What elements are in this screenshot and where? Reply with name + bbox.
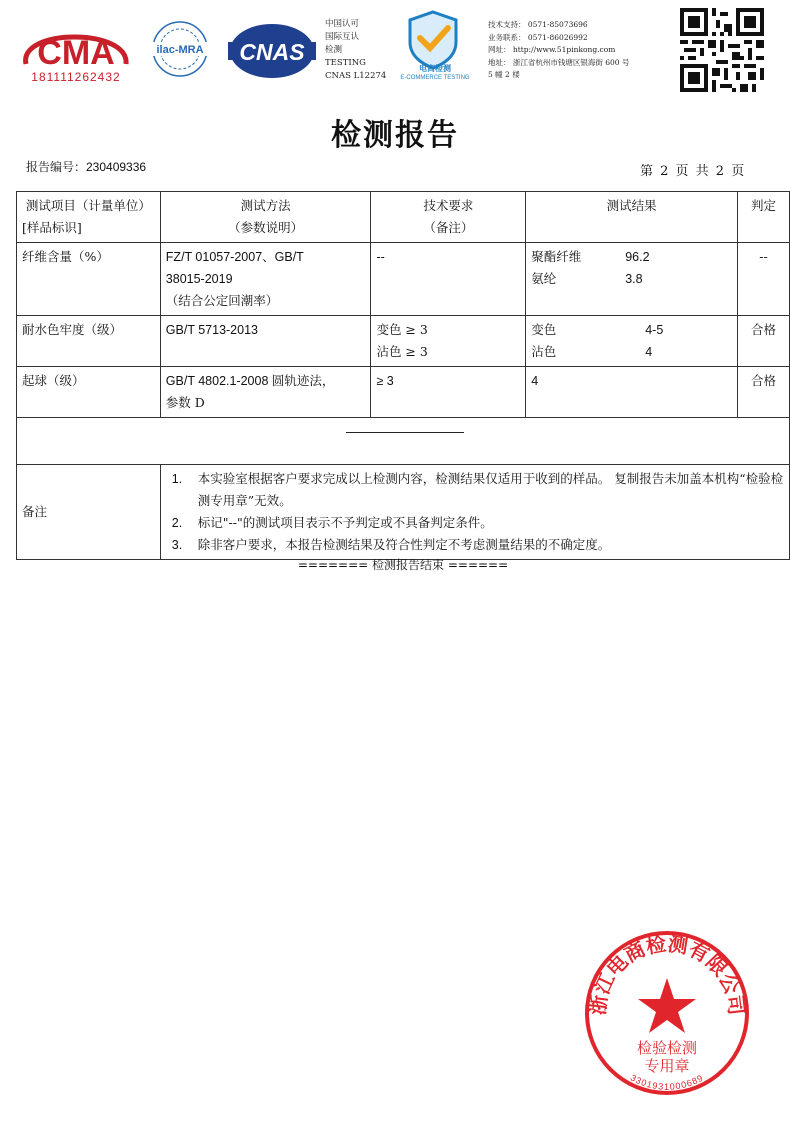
report-end-marker: ======= 检测报告结束 ====== <box>297 558 509 572</box>
contact-line: 地址： 浙江省杭州市钱塘区银海街 600 号 <box>488 57 630 67</box>
accreditation-line: CNAS L12274 <box>325 71 387 81</box>
ilac-logo-text: ilac-MRA <box>156 44 204 56</box>
remarks-label: 备注 <box>17 465 161 560</box>
seal-company-text: 浙江电商检测有限公司 <box>585 931 749 1017</box>
result-value: 96.2 <box>625 250 650 264</box>
header-requirement <box>371 192 526 243</box>
cell-requirement <box>371 316 526 367</box>
requirement-line: 变色 ≥ 3 <box>376 322 428 337</box>
qr-code-icon <box>680 8 764 92</box>
document-title: 检测报告 <box>331 118 459 153</box>
cell-method <box>160 316 371 367</box>
cell-requirement <box>371 367 526 418</box>
requirement-line: -- <box>376 250 385 264</box>
cell-item: 纤维含量（%） <box>17 243 161 316</box>
table-row <box>17 243 790 316</box>
method-line: GB/T 4802.1-2008 圆轨迹法， <box>165 374 335 388</box>
blank-cell <box>17 418 790 465</box>
result-value: 3.8 <box>625 272 643 286</box>
header-result: 测试结果 <box>526 192 738 243</box>
contact-line: 业务联系： 0571-86026992 <box>488 32 588 42</box>
remark-item <box>166 512 784 534</box>
table-header-row <box>17 192 790 243</box>
report-number: 报告编号：230409336 <box>26 160 147 174</box>
remark-text: 本实验室根据客户要求完成以上检测内容，检测结果仅适用于收到的样品。 复制报告未加盖本机构“检验检测专用章”无效。 <box>197 471 784 508</box>
header-judgement: 判定 <box>738 192 790 243</box>
cell-judgement: 合格 <box>738 316 790 367</box>
contact-info <box>488 19 629 82</box>
table-row <box>17 316 790 367</box>
remark-item <box>166 534 784 556</box>
seal-line1: 检验检测 <box>636 1039 698 1057</box>
remark-number: 3. <box>171 538 183 552</box>
result-value: 4 <box>531 374 539 388</box>
result-line <box>531 268 732 290</box>
contact-line: 网址： http://www.51pinkong.com <box>488 45 616 54</box>
header-text: 测试项目（计量单位） <box>25 198 151 213</box>
official-seal <box>582 928 752 1098</box>
end-divider-line <box>346 432 464 433</box>
contact-line: 5 幢 2 楼 <box>488 70 520 79</box>
header-text: （备注） <box>423 220 474 235</box>
remark-number: 1. <box>171 472 183 486</box>
cell-requirement <box>371 243 526 316</box>
result-key: 变色 <box>531 322 557 337</box>
result-value: 4-5 <box>645 323 664 337</box>
cnas-logo-text: CNAS <box>239 39 305 65</box>
cell-judgement: -- <box>738 243 790 316</box>
method-line: （结合公定回潮率） <box>165 293 279 308</box>
header-text: 测试方法 <box>240 198 291 213</box>
requirement-line: 沾色 ≥ 3 <box>376 344 428 359</box>
method-line: 参数 D <box>165 395 205 410</box>
seal-number: 3301931000689 <box>628 1072 706 1092</box>
method-line: GB/T 5713-2013 <box>165 323 258 337</box>
header-text: （参数说明） <box>228 220 304 235</box>
cell-method <box>160 367 371 418</box>
header-method <box>160 192 371 243</box>
header-item <box>17 192 161 243</box>
ecommerce-badge-label: 电商检测 <box>419 64 451 73</box>
result-key: 聚酯纤维 <box>531 249 582 264</box>
cell-result <box>526 316 738 367</box>
result-key: 氨纶 <box>531 271 557 286</box>
result-line <box>531 341 732 363</box>
cell-method <box>160 243 371 316</box>
ecommerce-badge-en: E-COMMERCE TESTING <box>400 75 470 81</box>
cma-number: 181111262432 <box>31 70 121 84</box>
remarks-row <box>17 465 790 560</box>
accreditation-line: 国际互认 <box>325 32 360 42</box>
contact-line: 技术支持： 0571-85073696 <box>488 20 588 29</box>
remark-text: 标记"--"的测试项目表示不予判定或不具备判定条件。 <box>197 515 493 530</box>
header-text: [样品标识] <box>22 220 82 235</box>
result-line <box>531 246 732 268</box>
method-line: FZ/T 01057-2007、GB/T <box>165 250 304 264</box>
ilac-mra-logo <box>143 20 218 78</box>
test-results-table <box>16 191 790 560</box>
result-key: 沾色 <box>531 344 557 359</box>
seal-star-icon <box>638 978 696 1033</box>
cell-item: 起球（级） <box>17 367 161 418</box>
table-row <box>17 367 790 418</box>
table-blank-row <box>17 418 790 465</box>
seal-line2: 专用章 <box>644 1057 690 1075</box>
remark-text: 除非客户要求，本报告检测结果及符合性判定不考虑测量结果的不确定度。 <box>197 537 611 552</box>
cell-judgement: 合格 <box>738 367 790 418</box>
cnas-logo <box>228 22 316 80</box>
result-line <box>531 319 732 341</box>
method-line: 38015-2019 <box>165 272 233 286</box>
accreditation-line: 检测 <box>325 45 343 55</box>
accreditation-text <box>325 18 386 83</box>
header-text: 技术要求 <box>423 198 474 213</box>
requirement-line: ≥ 3 <box>376 374 394 388</box>
cma-logo-text: CMA <box>37 34 115 72</box>
page-indicator: 第 2 页 共 2 页 <box>640 164 745 179</box>
remark-item <box>166 468 784 512</box>
cell-item: 耐水色牢度（级） <box>17 316 161 367</box>
accreditation-line: TESTING <box>325 58 366 68</box>
remarks-content <box>160 465 789 560</box>
cell-result <box>526 367 738 418</box>
remark-number: 2. <box>171 516 183 530</box>
cell-result <box>526 243 738 316</box>
accreditation-line: 中国认可 <box>325 19 360 29</box>
result-value: 4 <box>645 345 653 359</box>
